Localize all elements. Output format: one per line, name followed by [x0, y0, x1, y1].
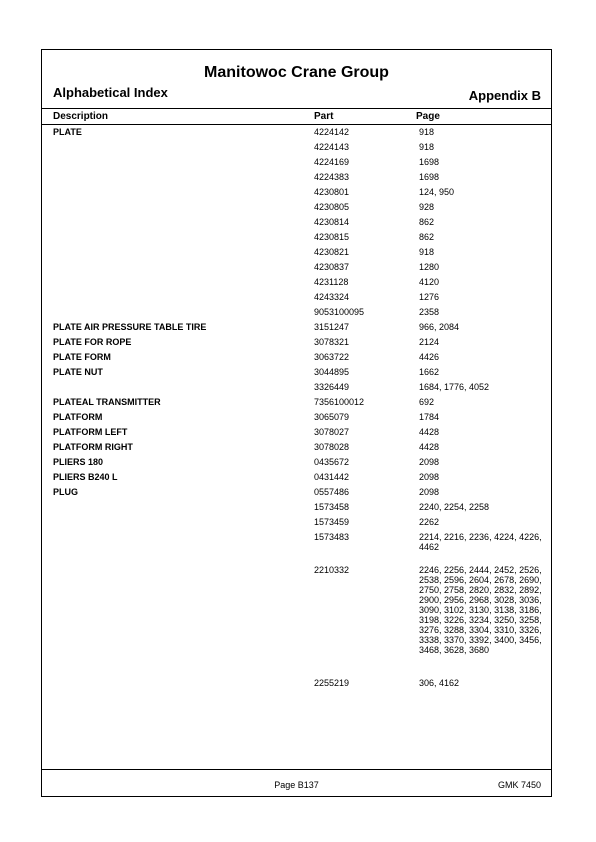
row-page-list: 2098: [419, 487, 440, 497]
row-description: PLATE: [53, 127, 82, 137]
row-page-list: 2098: [419, 472, 440, 482]
row-page-list: 966, 2084: [419, 322, 460, 332]
row-part-number: 1573459: [314, 517, 350, 527]
row-description: PLATE FOR ROPE: [53, 337, 132, 347]
row-part-number: 4224142: [314, 127, 350, 137]
row-part-number: 2210332: [314, 565, 350, 575]
row-page-list: 928: [419, 202, 435, 212]
row-description: PLATE AIR PRESSURE TABLE TIRE: [53, 322, 207, 332]
row-description: PLUG: [53, 487, 79, 497]
row-page-list: 918: [419, 127, 435, 137]
row-part-number: 3151247: [314, 322, 350, 332]
row-part-number: 3065079: [314, 412, 350, 422]
row-page-list: 2358: [419, 307, 440, 317]
row-page-list: 862: [419, 217, 435, 227]
row-part-number: 3063722: [314, 352, 350, 362]
row-part-number: 0431442: [314, 472, 350, 482]
row-part-number: 3326449: [314, 382, 350, 392]
row-part-number: 3078028: [314, 442, 350, 452]
row-part-number: 4230805: [314, 202, 350, 212]
row-description: PLATE FORM: [53, 352, 111, 362]
row-description: PLIERS B240 L: [53, 472, 118, 482]
row-part-number: 2255219: [314, 678, 350, 688]
row-page-list: 918: [419, 247, 435, 257]
row-page-list: 306, 4162: [419, 678, 460, 688]
row-part-number: 0435672: [314, 457, 350, 467]
row-page-list: 1280: [419, 262, 440, 272]
row-page-list: 4426: [419, 352, 440, 362]
row-page-list: 4428: [419, 427, 440, 437]
row-part-number: 4224143: [314, 142, 350, 152]
row-page-list: 4120: [419, 277, 440, 287]
row-description: PLATFORM LEFT: [53, 427, 128, 437]
row-part-number: 4243324: [314, 292, 350, 302]
row-part-number: 4230821: [314, 247, 350, 257]
row-description: PLATEAL TRANSMITTER: [53, 397, 161, 407]
row-page-list: 1698: [419, 157, 440, 167]
footer-divider: [42, 769, 551, 770]
row-page-list: 692: [419, 397, 435, 407]
row-page-list: 1662: [419, 367, 440, 377]
row-part-number: 4230837: [314, 262, 350, 272]
column-header-description: Description: [53, 111, 109, 122]
column-header-page: Page: [416, 111, 440, 122]
row-part-number: 0557486: [314, 487, 350, 497]
footer-model: GMK 7450: [497, 780, 541, 790]
row-page-list: 862: [419, 232, 435, 242]
row-page-list: 2240, 2254, 2258: [419, 502, 490, 512]
row-page-list: 1784: [419, 412, 440, 422]
row-part-number: 3078321: [314, 337, 350, 347]
row-part-number: 4230814: [314, 217, 350, 227]
index-title: Alphabetical Index: [53, 85, 168, 100]
page-frame: [41, 49, 552, 797]
row-part-number: 1573458: [314, 502, 350, 512]
row-part-number: 7356100012: [314, 397, 365, 407]
row-page-list: 124, 950: [419, 187, 455, 197]
row-part-number: 4230801: [314, 187, 350, 197]
row-page-list: 1276: [419, 292, 440, 302]
row-page-list: 2262: [419, 517, 440, 527]
row-part-number: 4224169: [314, 157, 350, 167]
row-part-number: 3078027: [314, 427, 350, 437]
row-page-list: 2214, 2216, 2236, 4224, 4226, 4462: [419, 532, 542, 552]
row-part-number: 4224383: [314, 172, 350, 182]
row-part-number: 9053100095: [314, 307, 365, 317]
row-description: PLATFORM RIGHT: [53, 442, 133, 452]
row-part-number: 4230815: [314, 232, 350, 242]
row-description: PLATE NUT: [53, 367, 103, 377]
row-page-list: 1698: [419, 172, 440, 182]
appendix-label: Appendix B: [468, 88, 541, 103]
company-title: Manitowoc Crane Group: [204, 64, 389, 81]
column-header-part: Part: [314, 111, 334, 122]
row-part-number: 3044895: [314, 367, 350, 377]
row-description: PLIERS 180: [53, 457, 104, 467]
row-part-number: 1573483: [314, 532, 350, 542]
row-part-number: 4231128: [314, 277, 349, 287]
row-page-list: 1684, 1776, 4052: [419, 382, 490, 392]
index-table: [42, 50, 551, 796]
footer-page-number: Page B137: [274, 780, 319, 790]
row-description: PLATFORM: [53, 412, 103, 422]
row-page-list: 4428: [419, 442, 440, 452]
row-page-list: 2098: [419, 457, 440, 467]
row-page-list: 2246, 2256, 2444, 2452, 2526, 2538, 2596, 2604, 2678, 2690, 2750, 2758, 2820, 2832, 2892, 2900, 2956, 2968, 3028, 3036, 3090, 3102, 3130, 3138, 3186, 3198, 3226, 3234, 3250, 3258, 3276, 3288, 3304, 3310, 3326, 3338, 3370, 3392, 3400, 3456, 3468, 3628, 3680: [419, 565, 542, 655]
row-page-list: 918: [419, 142, 435, 152]
row-page-list: 2124: [419, 337, 440, 347]
